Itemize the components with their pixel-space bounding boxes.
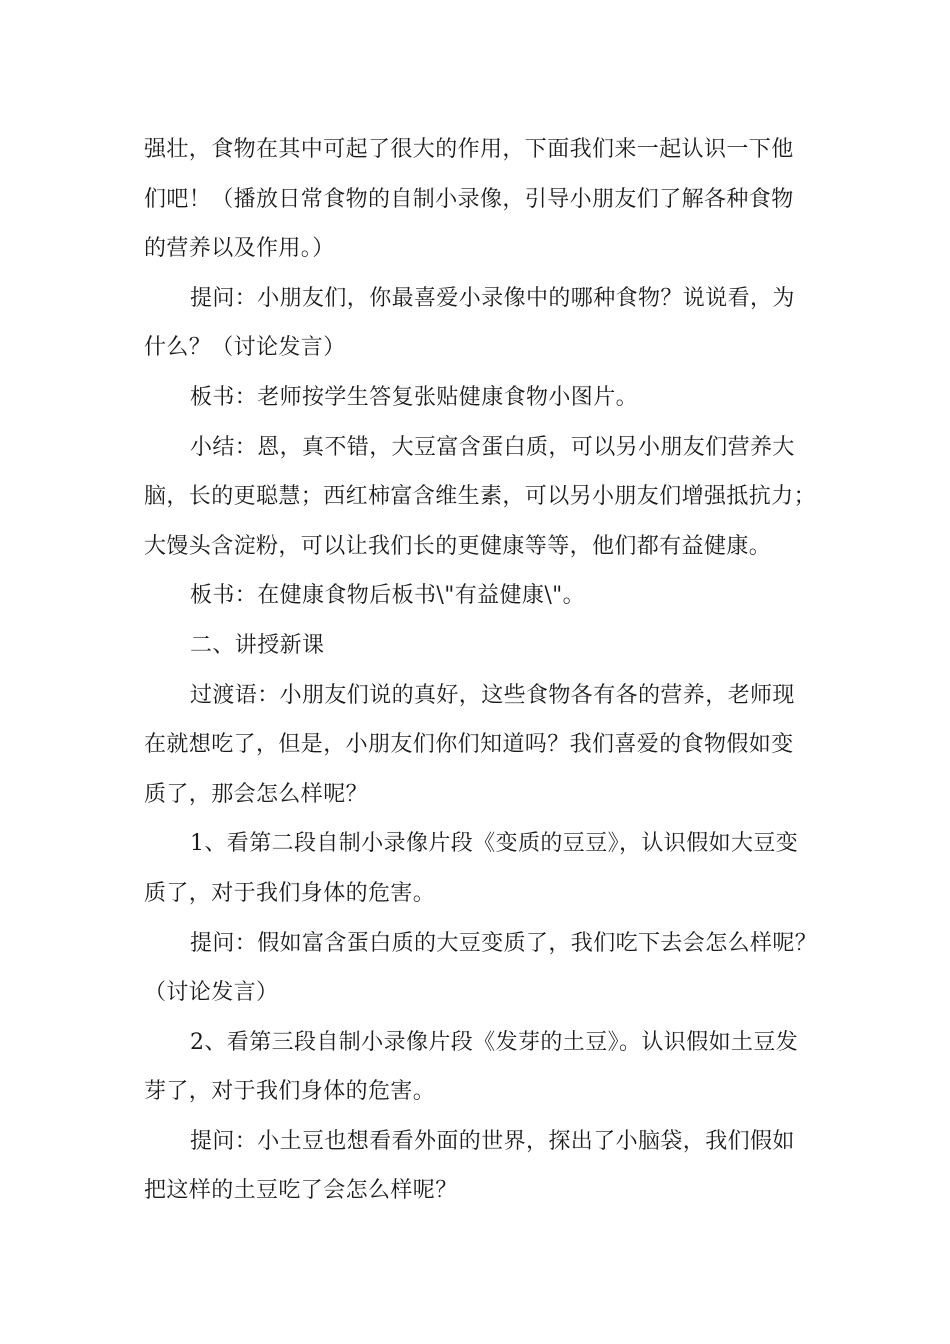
text-line: 大馒头含淀粉，可以让我们长的更健康等等，他们都有益健康。 bbox=[144, 533, 772, 559]
text-line: 脑，长的更聪慧；西红柿富含维生素，可以另小朋友们增强抵抗力； bbox=[144, 484, 817, 510]
text-line: 提问：小土豆也想看看外面的世界，探出了小脑袋，我们假如 bbox=[190, 1128, 795, 1154]
text-line: 在就想吃了，但是，小朋友们你们知道吗？我们喜爱的食物假如变 bbox=[144, 732, 794, 758]
text-line: 小结：恩，真不错，大豆富含蛋白质，可以另小朋友们营养大 bbox=[190, 434, 795, 460]
section-heading: 二、讲授新课 bbox=[190, 632, 325, 658]
text-line: 什么？（讨论发言） bbox=[144, 335, 346, 361]
text-line: 质了，对于我们身体的危害。 bbox=[144, 880, 436, 906]
text-line: 把这样的土豆吃了会怎么样呢？ bbox=[144, 1178, 458, 1204]
text-line: 板书：老师按学生答复张贴健康食物小图片。 bbox=[190, 384, 639, 410]
text-line: 提问：小朋友们，你最喜爱小录像中的哪种食物？说说看，为 bbox=[190, 285, 795, 311]
text-line: 板书：在健康食物后板书\"有益健康\"。 bbox=[190, 583, 586, 609]
text-line: 2、看第三段自制小录像片段《发芽的土豆》。认识假如土豆发 bbox=[190, 1029, 799, 1055]
text-line: 芽了，对于我们身体的危害。 bbox=[144, 1079, 436, 1105]
text-line: 强壮，食物在其中可起了很大的作用，下面我们来一起认识一下他 bbox=[144, 137, 794, 162]
text-line: 们吧！（播放日常食物的自制小录像，引导小朋友们了解各种食物 bbox=[144, 186, 794, 212]
text-line: （讨论发言） bbox=[144, 980, 279, 1006]
text-line: 的营养以及作用。） bbox=[144, 236, 335, 262]
document-body bbox=[144, 125, 824, 1216]
text-line: 1、看第二段自制小录像片段《变质的豆豆》，认识假如大豆变 bbox=[190, 831, 799, 857]
text-line: 提问：假如富含蛋白质的大豆变质了，我们吃下去会怎么样呢？ bbox=[190, 930, 818, 956]
text-line: 过渡语：小朋友们说的真好，这些食物各有各的营养，老师现 bbox=[190, 682, 795, 708]
text-block bbox=[144, 125, 824, 1216]
text-line: 质了，那会怎么样呢？ bbox=[144, 781, 369, 807]
